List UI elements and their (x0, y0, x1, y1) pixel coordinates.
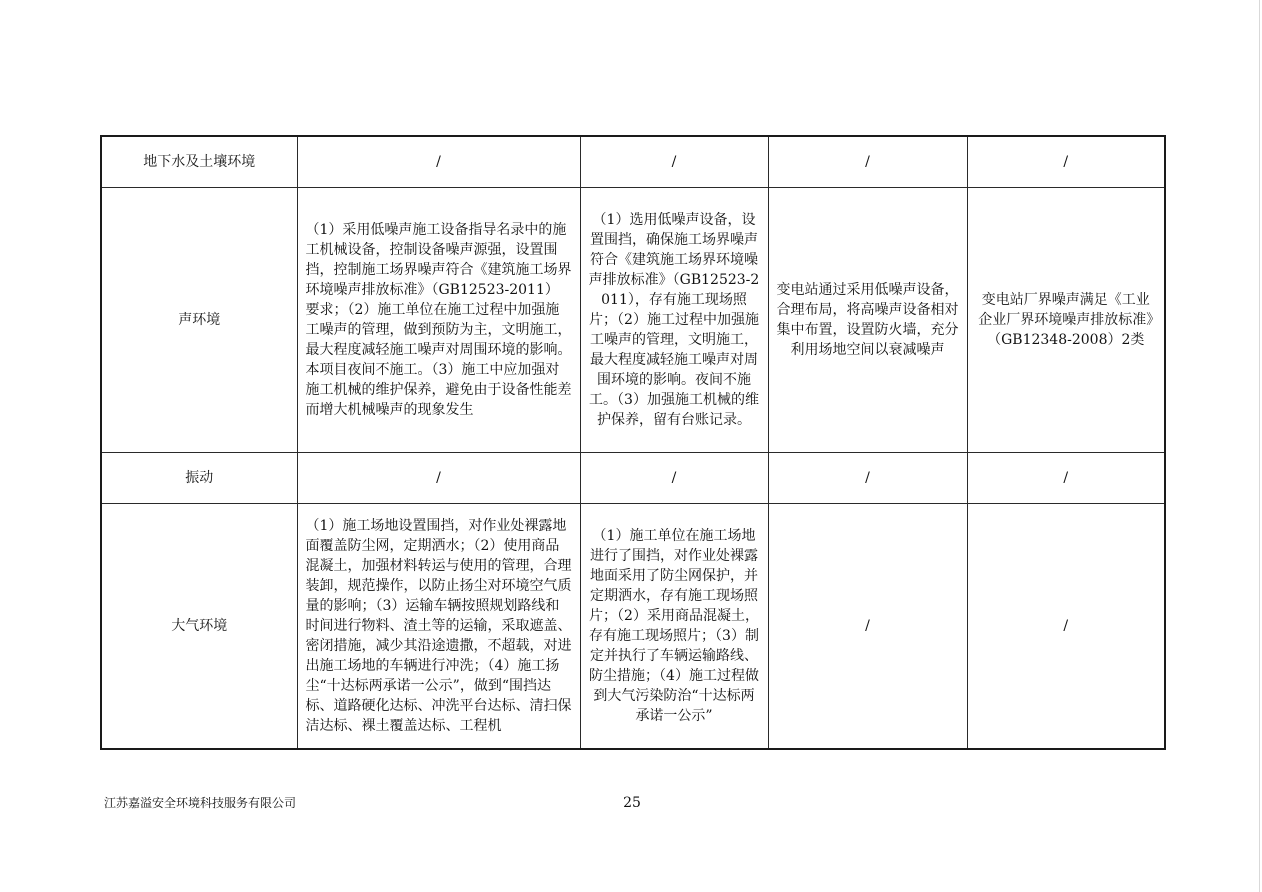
row-category: 振动 (101, 453, 297, 504)
table-cell: 变电站通过采用低噪声设备，合理布局，将高噪声设备相对集中布置，设置防火墙，充分利用场地空间以衰减噪声 (768, 188, 967, 453)
table-cell: / (967, 504, 1165, 750)
table-cell: / (580, 453, 768, 504)
table-row (101, 188, 1165, 453)
table-row (101, 136, 1165, 188)
table-cell: （1）施工场地设置围挡，对作业处裸露地面覆盖防尘网，定期洒水；（2）使用商品混凝土，加强材料转运与使用的管理，合理装卸，规范操作，以防止扬尘对环境空气质量的影响；（3）运输车辆按照规划路线和时间进行物料、渣土等的运输，采取遮盖、密闭措施，减少其沿途遗撒，不超载，对进出施工场地的车辆进行冲洗；（4）施工扬尘“十达标两承诺一公示”，做到“围挡达标、道路硬化达标、冲洗平台达标、清扫保洁达标、裸土覆盖达标、工程机 (297, 504, 580, 750)
table-cell: / (297, 136, 580, 188)
table-row (101, 504, 1165, 750)
measures-table (100, 135, 1166, 750)
table-cell: / (967, 453, 1165, 504)
row-category: 大气环境 (101, 504, 297, 750)
table-row (101, 453, 1165, 504)
page-edge (1259, 0, 1260, 892)
table-cell: / (297, 453, 580, 504)
table-cell: / (580, 136, 768, 188)
page-number: 25 (623, 795, 641, 811)
table-cell: / (768, 136, 967, 188)
table-cell: 变电站厂界噪声满足《工业企业厂界环境噪声排放标准》（GB12348-2008）2类 (967, 188, 1165, 453)
table-cell: / (768, 504, 967, 750)
table-cell: （1）选用低噪声设备，设置围挡，确保施工场界噪声符合《建筑施工场界环境噪声排放标准》（GB12523-2011），存有施工现场照片；（2）施工过程中加强施工噪声的管理，文明施工，最大程度减轻施工噪声对周围环境的影响。夜间不施工。（3）加强施工机械的维护保养，留有台账记录。 (580, 188, 768, 453)
table-cell: / (768, 453, 967, 504)
table-cell: （1）施工单位在施工场地进行了围挡，对作业处裸露地面采用了防尘网保护，并定期洒水，存有施工现场照片；（2）采用商品混凝土，存有施工现场照片；（3）制定并执行了车辆运输路线、防尘措施；（4）施工过程做到大气污染防治“十达标两承诺一公示” (580, 504, 768, 750)
table-cell: （1）采用低噪声施工设备指导名录中的施工机械设备，控制设备噪声源强，设置围挡，控制施工场界噪声符合《建筑施工场界环境噪声排放标准》（GB12523-2011）要求；（2）施工单位在施工过程中加强施工噪声的管理，做到预防为主，文明施工，最大程度减轻施工噪声对周围环境的影响。本项目夜间不施工。（3）施工中应加强对施工机械的维护保养，避免由于设备性能差而增大机械噪声的现象发生 (297, 188, 580, 453)
table-cell: / (967, 136, 1165, 188)
footer-company-name: 江苏嘉溢安全环境科技服务有限公司 (104, 796, 297, 810)
row-category: 声环境 (101, 188, 297, 453)
row-category: 地下水及土壤环境 (101, 136, 297, 188)
